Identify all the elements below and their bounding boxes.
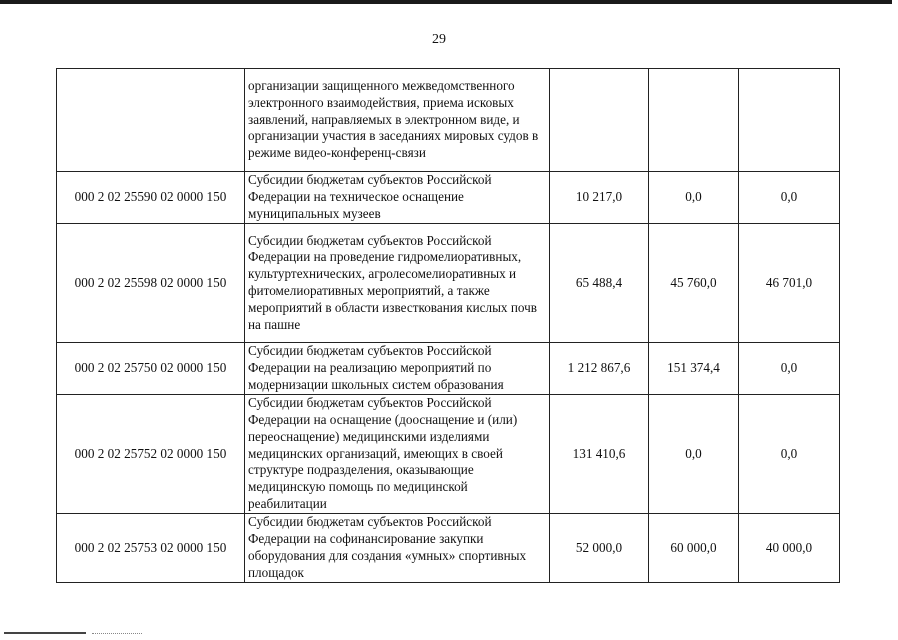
budget-table <box>56 68 840 583</box>
row-value-2: 45 760,0 <box>649 224 739 343</box>
row-code: 000 2 02 25753 02 0000 150 <box>57 514 245 583</box>
row-value-3: 40 000,0 <box>739 514 840 583</box>
row-value-3: 0,0 <box>739 343 840 395</box>
row-value-2: 60 000,0 <box>649 514 739 583</box>
table-row <box>57 69 840 172</box>
row-value-2: 151 374,4 <box>649 343 739 395</box>
row-value-3: 46 701,0 <box>739 224 840 343</box>
footer-line <box>4 632 86 634</box>
row-code: 000 2 02 25598 02 0000 150 <box>57 224 245 343</box>
row-value-1: 131 410,6 <box>550 395 649 514</box>
row-code: 000 2 02 25590 02 0000 150 <box>57 172 245 224</box>
row-description: Субсидии бюджетам субъектов Российской Федерации на техническое оснащение муниципальных музеев <box>245 172 550 224</box>
table-row <box>57 343 840 395</box>
row-code: 000 2 02 25750 02 0000 150 <box>57 343 245 395</box>
row-code: 000 2 02 25752 02 0000 150 <box>57 395 245 514</box>
row-value-1: 65 488,4 <box>550 224 649 343</box>
row-value-2: 0,0 <box>649 395 739 514</box>
footer-dotted-line <box>92 633 142 635</box>
table-row <box>57 395 840 514</box>
row-description: организации защищенного межведомственного электронного взаимодействия, приема исковых заявлений, направляемых в электронном виде, и организации участия в заседаниях мировых судов в режиме видео-конференц-связи <box>245 69 550 172</box>
row-value-3: 0,0 <box>739 395 840 514</box>
row-value-1: 10 217,0 <box>550 172 649 224</box>
row-value-1 <box>550 69 649 172</box>
row-description: Субсидии бюджетам субъектов Российской Федерации на проведение гидромелиоративных, культуртехнических, агролесомелиоративных и фитомелиоративных мероприятий, а также мероприятий в области известкования кислых почв на пашне <box>245 224 550 343</box>
row-description: Субсидии бюджетам субъектов Российской Федерации на софинансирование закупки оборудования для создания «умных» спортивных площадок <box>245 514 550 583</box>
row-value-2: 0,0 <box>649 172 739 224</box>
row-description: Субсидии бюджетам субъектов Российской Федерации на оснащение (дооснащение и (или) переоснащение) медицинскими изделиями медицинских организаций, имеющих в своей структуре подразделения, оказывающие медицинскую помощь по медицинской реабилитации <box>245 395 550 514</box>
page-number: 29 <box>432 32 446 47</box>
row-value-3 <box>739 69 840 172</box>
table-row <box>57 514 840 583</box>
row-code <box>57 69 245 172</box>
row-value-1: 52 000,0 <box>550 514 649 583</box>
top-border-line <box>0 0 892 4</box>
row-value-1: 1 212 867,6 <box>550 343 649 395</box>
row-description: Субсидии бюджетам субъектов Российской Федерации на реализацию мероприятий по модернизации школьных систем образования <box>245 343 550 395</box>
row-value-2 <box>649 69 739 172</box>
row-value-3: 0,0 <box>739 172 840 224</box>
table-row <box>57 224 840 343</box>
table-row <box>57 172 840 224</box>
